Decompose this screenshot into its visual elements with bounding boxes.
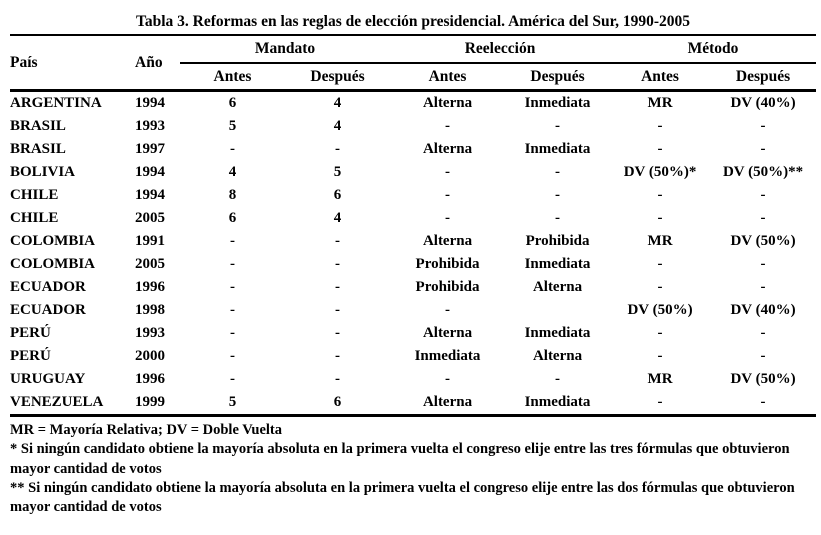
cell-mandato-antes: - <box>230 325 235 341</box>
table-row <box>10 276 816 299</box>
cell-reeleccion-antes: - <box>445 302 451 318</box>
cell-pais: ECUADOR <box>10 279 86 295</box>
cell-metodo-despues: - <box>760 394 766 410</box>
table-row <box>10 345 816 368</box>
cell-metodo-despues: DV (40%) <box>730 302 796 318</box>
cell-metodo-antes: - <box>657 348 663 364</box>
cell-pais: ARGENTINA <box>10 95 102 111</box>
cell-metodo-antes: - <box>657 118 663 134</box>
table-row <box>10 230 816 253</box>
cell-mandato-despues: 4 <box>333 118 342 134</box>
cell-metodo-antes: - <box>657 141 663 157</box>
cell-reeleccion-antes: - <box>445 187 451 203</box>
cell-ano: 2005 <box>135 256 165 272</box>
cell-ano: 1994 <box>135 95 165 111</box>
column-header-ano: Año <box>135 35 180 91</box>
cell-metodo-despues: - <box>760 210 766 226</box>
cell-metodo-antes: - <box>657 325 663 341</box>
cell-reeleccion-antes: Alterna <box>422 233 473 249</box>
table-row <box>10 138 816 161</box>
cell-mandato-despues: - <box>335 233 340 249</box>
cell-reeleccion-antes: - <box>445 118 451 134</box>
cell-pais: PERÚ <box>10 325 51 341</box>
cell-reeleccion-despues: Inmediata <box>524 141 591 157</box>
cell-mandato-antes: - <box>230 371 235 387</box>
cell-metodo-despues: DV (40%) <box>730 95 796 111</box>
group-header-reeleccion: Reelección <box>390 35 610 63</box>
cell-mandato-antes: 5 <box>228 118 237 134</box>
footnote-single-star: * Si ningún candidato obtiene la mayoría absoluta en la primera vuelta el congreso elije entre las tres fórmulas que obtuvieron mayor cantidad de votos <box>10 441 790 477</box>
cell-reeleccion-antes: Alterna <box>422 141 473 157</box>
cell-reeleccion-antes: Alterna <box>422 325 473 341</box>
cell-reeleccion-antes: Prohibida <box>415 279 480 295</box>
cell-mandato-antes: - <box>230 256 235 272</box>
cell-pais: COLOMBIA <box>10 233 96 249</box>
subheader-metodo-antes: Antes <box>610 63 710 91</box>
cell-metodo-despues: - <box>760 118 766 134</box>
cell-pais: VENEZUELA <box>10 394 104 410</box>
subheader-reeleccion-despues: Después <box>505 63 610 91</box>
cell-ano: 1999 <box>135 394 165 410</box>
cell-reeleccion-despues: - <box>555 210 561 226</box>
cell-reeleccion-despues <box>505 299 610 322</box>
cell-pais: URUGUAY <box>10 371 86 387</box>
cell-ano: 1998 <box>135 302 165 318</box>
cell-metodo-antes: - <box>657 187 663 203</box>
cell-mandato-antes: 8 <box>228 187 237 203</box>
cell-mandato-despues: - <box>335 302 340 318</box>
table-row <box>10 91 816 116</box>
subheader-mandato-antes: Antes <box>180 63 285 91</box>
group-header-row <box>10 35 816 63</box>
table-row <box>10 368 816 391</box>
footnote-double-star: ** Si ningún candidato obtiene la mayoría absoluta en la primera vuelta el congreso elije entre las dos fórmulas que obtuvieron mayor cantidad de votos <box>10 479 795 516</box>
reforms-table <box>10 34 816 417</box>
group-header-metodo: Método <box>610 35 816 63</box>
cell-pais: CHILE <box>10 210 59 226</box>
cell-mandato-antes: 6 <box>228 210 237 226</box>
table-row <box>10 207 816 230</box>
cell-metodo-antes: DV (50%) <box>627 302 693 318</box>
cell-mandato-despues: - <box>335 279 340 295</box>
cell-metodo-despues: - <box>760 279 766 295</box>
cell-ano: 1993 <box>135 118 165 134</box>
cell-metodo-despues: DV (50%) <box>730 233 796 249</box>
cell-pais: BRASIL <box>10 141 66 157</box>
cell-reeleccion-despues: - <box>555 187 561 203</box>
cell-mandato-antes: - <box>230 302 235 318</box>
table-title: Tabla 3. Reformas en las reglas de elección presidencial. América del Sur, 1990-2005 <box>135 13 691 30</box>
table-row <box>10 299 816 322</box>
cell-metodo-despues: - <box>760 187 766 203</box>
table-body <box>10 91 816 416</box>
cell-ano: 1994 <box>135 164 165 180</box>
cell-reeleccion-despues: Inmediata <box>524 394 591 410</box>
cell-reeleccion-despues: - <box>555 371 561 387</box>
cell-reeleccion-despues: - <box>555 164 561 180</box>
cell-mandato-antes: 6 <box>228 95 237 111</box>
table-row <box>10 253 816 276</box>
cell-reeleccion-despues: Inmediata <box>524 95 591 111</box>
cell-metodo-despues: DV (50%)** <box>722 164 804 180</box>
cell-metodo-despues: - <box>760 256 766 272</box>
cell-reeleccion-antes: Prohibida <box>415 256 480 272</box>
group-header-mandato: Mandato <box>180 35 390 63</box>
cell-ano: 2005 <box>135 210 165 226</box>
cell-reeleccion-antes: Inmediata <box>414 348 481 364</box>
table-row <box>10 322 816 345</box>
cell-mandato-despues: 4 <box>333 95 342 111</box>
cell-ano: 1996 <box>135 371 165 387</box>
cell-metodo-despues: - <box>760 348 766 364</box>
cell-pais: COLOMBIA <box>10 256 96 272</box>
cell-ano: 1993 <box>135 325 165 341</box>
cell-metodo-antes: - <box>657 210 663 226</box>
cell-metodo-antes: MR <box>647 371 673 387</box>
cell-metodo-despues: DV (50%) <box>730 371 796 387</box>
cell-ano: 2000 <box>135 348 165 364</box>
cell-metodo-antes: - <box>657 279 663 295</box>
cell-ano: 1997 <box>135 141 165 157</box>
cell-mandato-antes: 4 <box>228 164 237 180</box>
table-row <box>10 161 816 184</box>
table-row <box>10 115 816 138</box>
cell-pais: CHILE <box>10 187 59 203</box>
cell-metodo-antes: MR <box>647 233 673 249</box>
cell-mandato-despues: 5 <box>333 164 342 180</box>
cell-mandato-despues: - <box>335 348 340 364</box>
table-row <box>10 391 816 416</box>
cell-pais: PERÚ <box>10 348 51 364</box>
cell-mandato-antes: - <box>230 348 235 364</box>
cell-pais: BOLIVIA <box>10 164 76 180</box>
cell-mandato-despues: 6 <box>333 394 342 410</box>
cell-mandato-despues: 6 <box>333 187 342 203</box>
cell-mandato-despues: - <box>335 371 340 387</box>
cell-metodo-antes: - <box>657 256 663 272</box>
table-row <box>10 184 816 207</box>
cell-reeleccion-despues: Alterna <box>532 348 583 364</box>
cell-mandato-antes: - <box>230 141 235 157</box>
cell-metodo-despues: - <box>760 141 766 157</box>
column-header-pais: País <box>10 35 135 91</box>
cell-reeleccion-despues: Inmediata <box>524 325 591 341</box>
cell-ano: 1996 <box>135 279 165 295</box>
cell-reeleccion-antes: - <box>445 164 451 180</box>
cell-pais: ECUADOR <box>10 302 86 318</box>
cell-metodo-antes: MR <box>647 95 673 111</box>
cell-mandato-antes: - <box>230 279 235 295</box>
cell-metodo-despues: - <box>760 325 766 341</box>
footnotes <box>10 417 816 517</box>
cell-reeleccion-antes: Alterna <box>422 394 473 410</box>
cell-ano: 1994 <box>135 187 165 203</box>
footnote-legend: MR = Mayoría Relativa; DV = Doble Vuelta <box>10 422 282 438</box>
cell-reeleccion-despues: Prohibida <box>525 233 590 249</box>
cell-mandato-despues: - <box>335 141 340 157</box>
cell-mandato-antes: - <box>230 233 235 249</box>
table-header <box>10 35 816 91</box>
cell-metodo-antes: - <box>657 394 663 410</box>
cell-reeleccion-antes: Alterna <box>422 95 473 111</box>
cell-mandato-despues: - <box>335 256 340 272</box>
cell-reeleccion-despues: Inmediata <box>524 256 591 272</box>
cell-mandato-despues: 4 <box>333 210 342 226</box>
cell-mandato-despues: - <box>335 325 340 341</box>
cell-reeleccion-antes: - <box>445 371 451 387</box>
cell-pais: BRASIL <box>10 118 66 134</box>
subheader-metodo-despues: Después <box>710 63 816 91</box>
cell-metodo-antes: DV (50%)* <box>623 164 697 180</box>
cell-mandato-antes: 5 <box>228 394 237 410</box>
subheader-reeleccion-antes: Antes <box>390 63 505 91</box>
cell-ano: 1991 <box>135 233 165 249</box>
subheader-mandato-despues: Después <box>285 63 390 91</box>
cell-reeleccion-despues: Alterna <box>532 279 583 295</box>
cell-reeleccion-antes: - <box>445 210 451 226</box>
cell-reeleccion-despues: - <box>555 118 561 134</box>
